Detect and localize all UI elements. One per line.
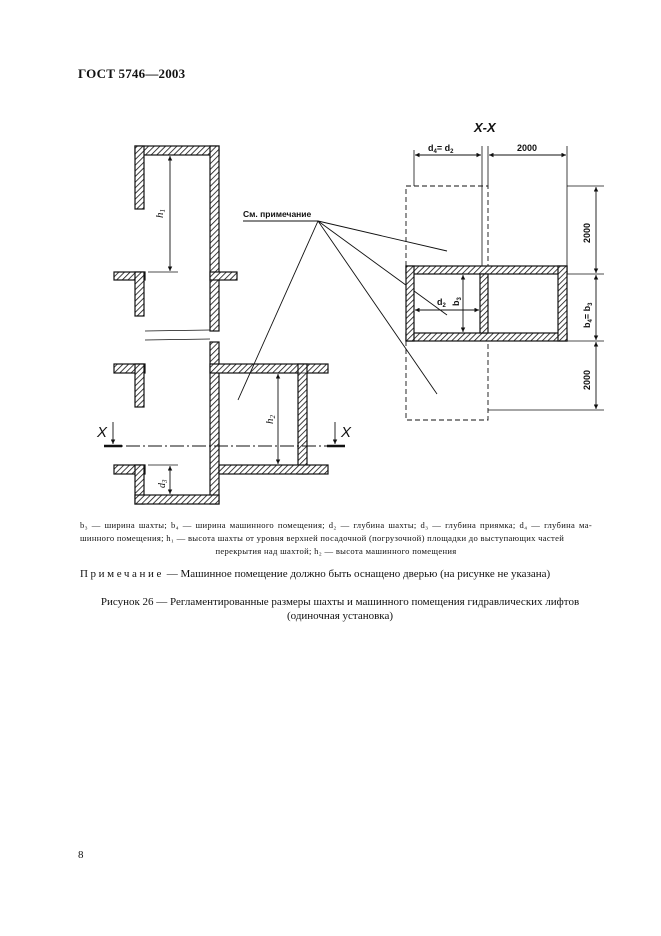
d3-label: $d_3$ [157,479,169,488]
note-text: — Машинное помещение должно быть оснащено дверью (на рисунке не указана) [163,568,551,580]
d4-label: $d_4= d_2$ [428,143,454,155]
break-line [145,339,210,340]
note-label: Примечание [80,568,164,580]
b4-label: $b_4= b_3$ [582,302,594,328]
cut-marker-right: X [341,424,352,441]
machine-room-outline [406,186,488,420]
dim-2000-right-top: 2000 [582,222,592,243]
left-elevation-upper [114,146,237,331]
note [80,568,600,580]
h1-label: h1 [154,209,167,218]
d2-label: $d_2$ [437,297,446,309]
leader-line [318,221,447,251]
section-label: X-X [474,120,496,135]
legend-line-2: шинного помещения; h₁ — высота шахты от уровня верхней посадочной (погрузочной) площадки до выступающих частей [80,533,565,543]
b3-label: $b_3$ [451,297,463,306]
note-reference-label: См. примечание [243,209,312,219]
h2-label: h2 [264,415,277,424]
legend-line-3: перекрытия над шахтой; h₂ — высота машинного помещения [215,546,457,556]
dim-2000-right-bottom: 2000 [582,369,592,390]
leader-line [318,221,437,394]
shaft-plan [406,266,567,341]
page-number: 8 [78,849,84,861]
left-elevation-lower [114,342,328,504]
document-header: ГОСТ 5746—2003 [78,66,186,81]
dim-2000-top: 2000 [517,143,538,153]
legend-line-1: b₃ — ширина шахты; b₄ — ширина машинного помещения; d₂ — глубина шахты; d₃ — глубина приямка; d₄ — глубина ма- [80,520,592,530]
figure-caption: Рисунок 26 — Регламентированные размеры шахты и машинного помещения гидравлических лифтов (одиночная установка) [100,596,580,622]
break-line [145,330,210,331]
cut-marker-left: X [97,424,108,441]
figure-legend [80,519,592,558]
